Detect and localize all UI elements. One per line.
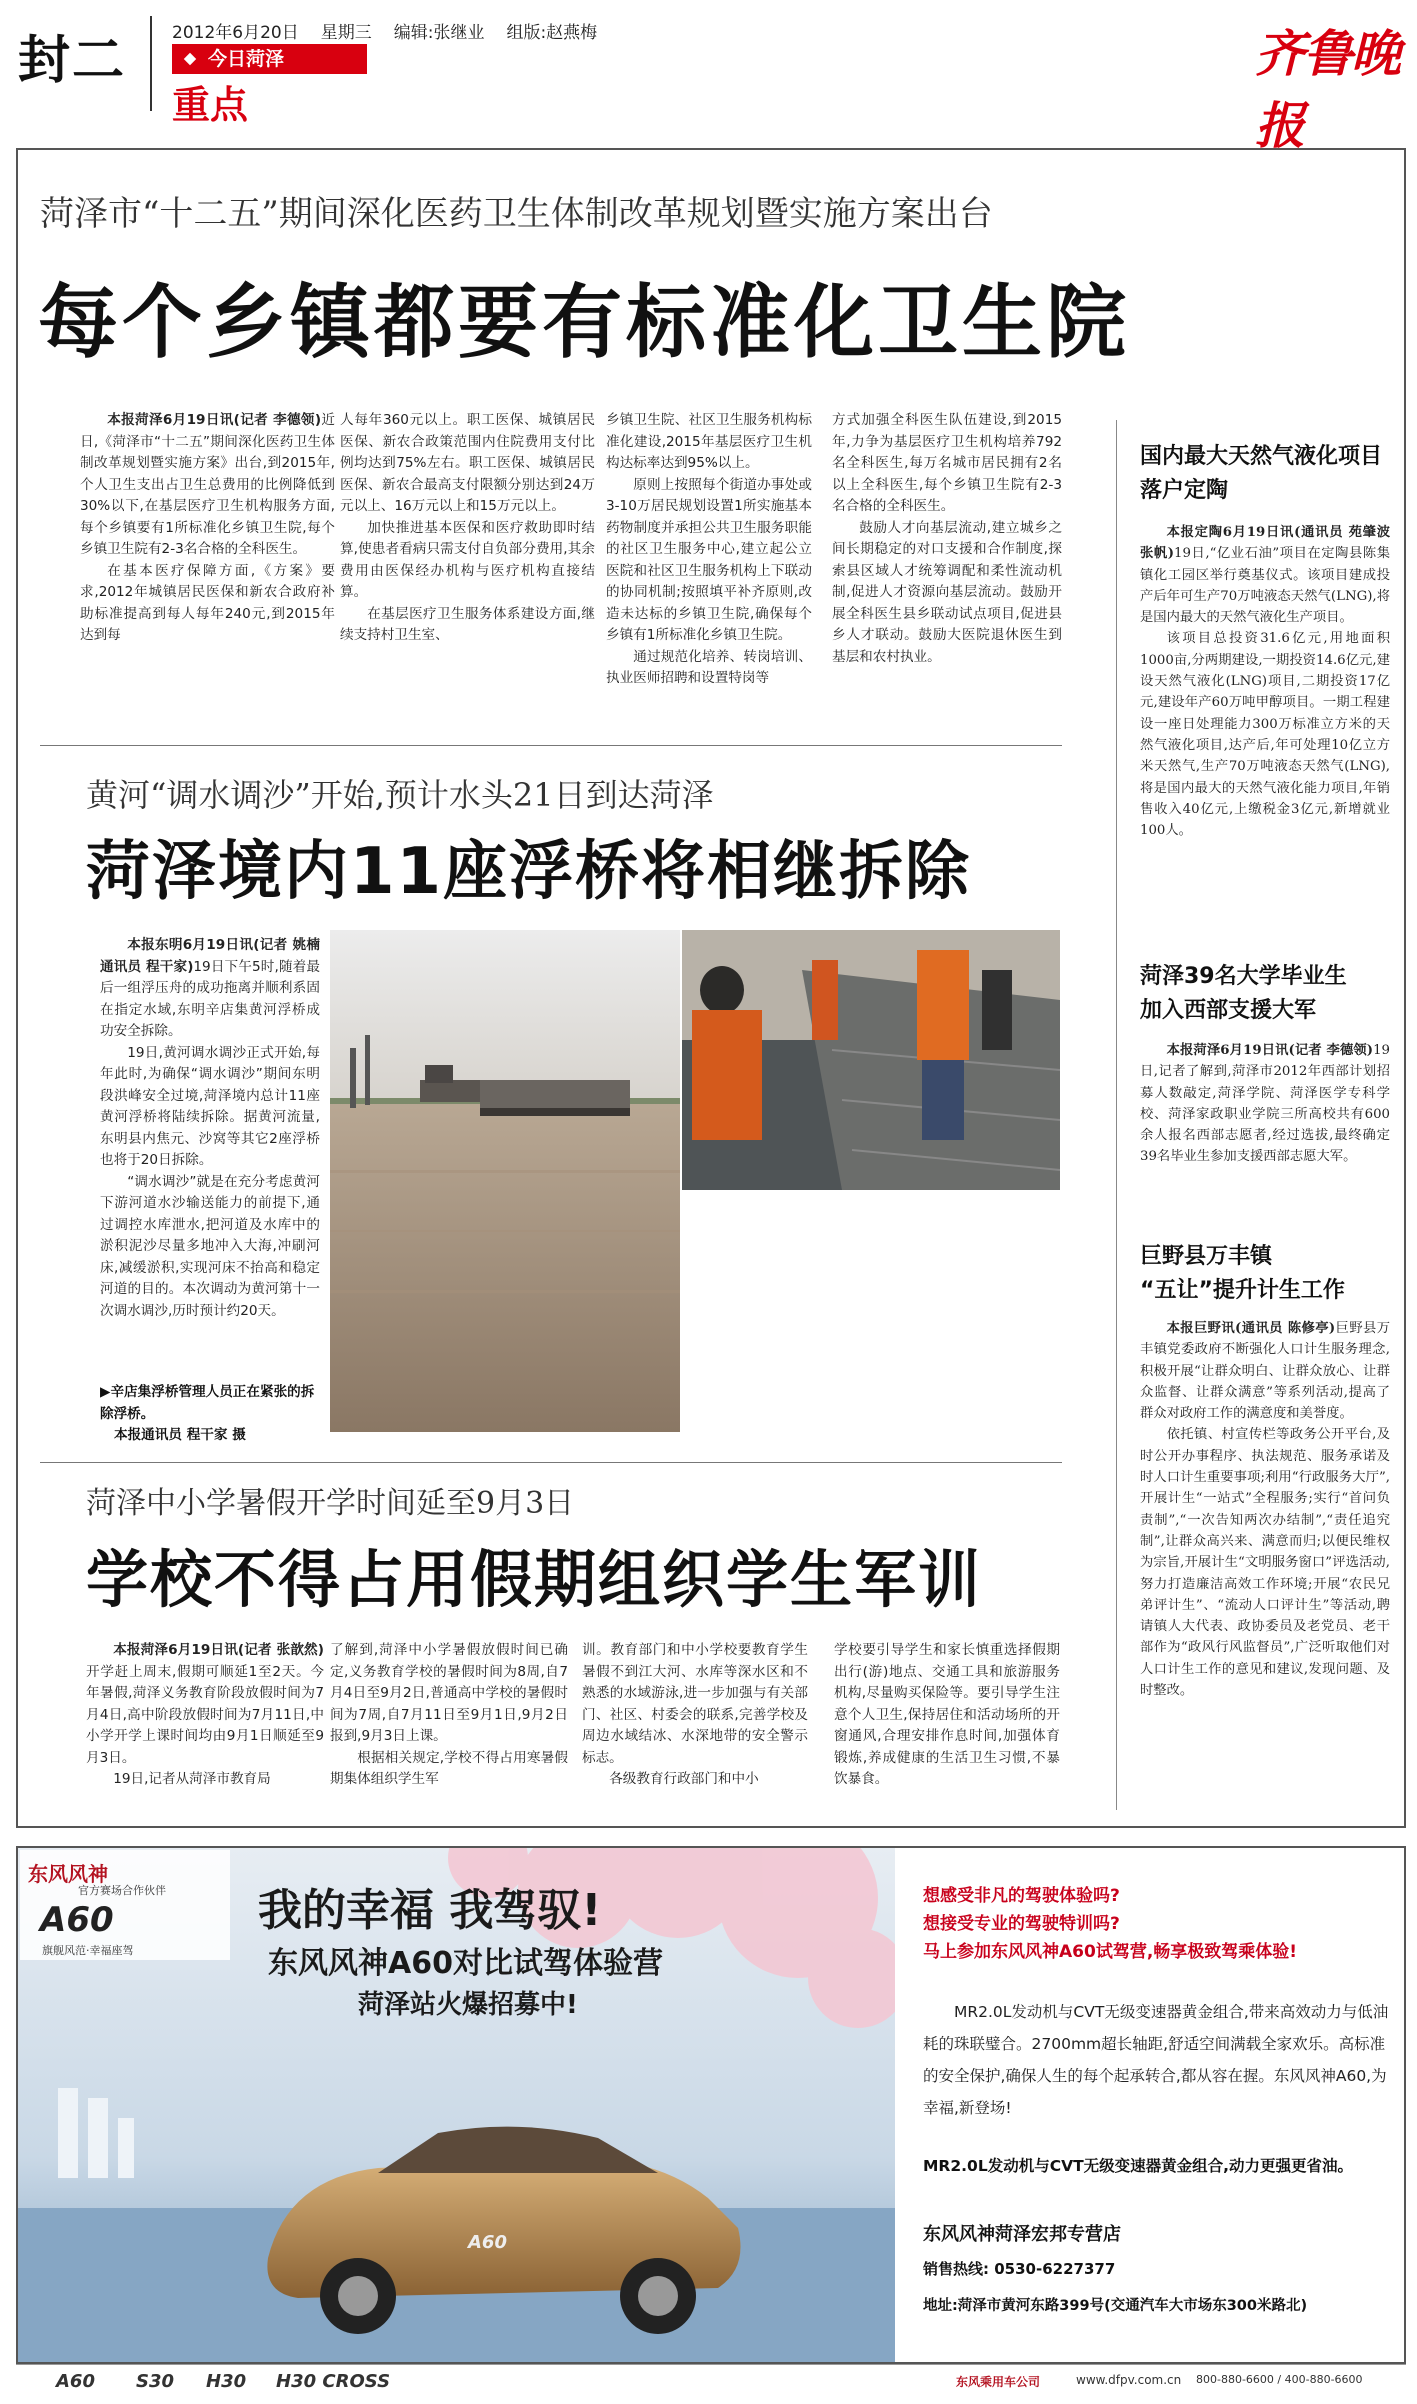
title-line: 加入西部支援大军: [1140, 998, 1317, 1023]
sidebar-story-1-text: [1140, 522, 1390, 942]
river-ferry-photo: [330, 930, 680, 1432]
article3-byline: 本报菏泽6月19日讯(记者 张歆然): [113, 1642, 324, 1658]
article1-text: 在基层医疗卫生服务体系建设方面,继续支持村卫生室、: [340, 605, 595, 643]
header-divider: [150, 16, 152, 111]
photo-caption-text: ▶辛店集浮桥管理人员正在紧张的拆除浮桥。: [100, 1384, 315, 1422]
title-line: 国内最大天然气液化项目: [1140, 444, 1383, 469]
photo-caption: [100, 1382, 324, 1447]
article1-text: 通过规范化培养、转岗培训、执业医师招聘和设置特岗等: [606, 648, 812, 686]
section-focus: 重点: [172, 83, 249, 127]
article3-text: 根据相关规定,学校不得占用寒暑假期集体组织学生军: [330, 1749, 568, 1787]
title-line: 巨野县万丰镇: [1140, 1244, 1273, 1269]
footer-model: H30 CROSS: [276, 2371, 391, 2392]
ad-question: 马上参加东风风神A60试驾营,畅享极致驾乘体验!: [923, 1942, 1298, 1962]
article1-kicker: 菏泽市“十二五”期间深化医药卫生体制改革规划暨实施方案出台: [40, 194, 993, 234]
footer-company: 东风乘用车公司: [956, 2375, 1041, 2389]
sidebar-text: 19日,“亿业石油”项目在定陶县陈集镇化工园区举行奠基仪式。该项目建成投产后年可生产70万吨液态天然气(LNG),将是国内最大的天然气液化生产项目。: [1140, 546, 1390, 626]
header-meta: [172, 18, 619, 43]
ad-image: [18, 1848, 895, 2362]
article3-text: 各级教育行政部门和中小: [609, 1771, 759, 1787]
article1-text: 近日,《菏泽市“十二五”期间深化医药卫生体制改革规划暨实施方案》出台,到2015年,个人卫生支出占卫生总费用的比例降低到30%以下,在基层医疗卫生机构服务方面,每个乡镇要有1所标准化乡镇卫生院,每个乡镇卫生院有2-3名合格的全科医生。: [80, 412, 335, 557]
article1-headline: 每个乡镇都要有标准化卫生院: [38, 276, 1130, 369]
article1-text: 在基本医疗保障方面,《方案》要求,2012年城镇居民医保和新农合政府补助标准提高到每人每年240元,到2015年达到每: [80, 562, 335, 643]
article3-column-3: [582, 1640, 808, 1810]
photo-credit: 本报通讯员 程干家 摄: [114, 1427, 246, 1443]
sidebar-byline: 本报定陶6月19日讯(通讯员 苑肇波 张帆): [1140, 525, 1390, 562]
ad-footer: [16, 2364, 1406, 2397]
footer-phones: 800-880-6600 / 400-880-6600: [1196, 2373, 1363, 2386]
article2-kicker: 黄河“调水调沙”开始,预计水头21日到达菏泽: [86, 776, 714, 814]
article3-kicker: 菏泽中小学暑假开学时间延至9月3日: [86, 1486, 575, 1521]
ad-address: 地址:菏泽市黄河东路399号(交通汽车大市场东300米路北): [923, 2298, 1308, 2314]
article1-text: 乡镇卫生院、社区卫生服务机构标准化建设,2015年基层医疗卫生机构达标率达到95%以上。: [606, 412, 812, 471]
article3-text: 学校要引导学生和家长慎重选择假期出行(游)地点、交通工具和旅游服务机构,尽量购买保险等。要引导学生注意个人卫生,保持居住和活动场所的开窗通风,合理安排作息时间,加强体育锻炼,养成健康的生活卫生习惯,不暴饮暴食。: [834, 1642, 1060, 1787]
article3-column-1: [86, 1640, 324, 1810]
article3-text: 19日,记者从菏泽市教育局: [113, 1771, 271, 1787]
sidebar-byline: 本报菏泽6月19日讯(记者 李德领): [1166, 1043, 1374, 1058]
ad-brand-subtitle: 官方赛场合作伙伴: [78, 1884, 166, 1897]
footer-model: H30: [206, 2371, 247, 2392]
footer-model: A60: [56, 2371, 95, 2392]
sidebar-text: 该项目总投资31.6亿元,用地面积1000亩,分两期建设,一期投资14.6亿元,建设天然气液化(LNG)项目,二期投资17亿元,建设年产60万吨甲醇项目。一期工程建设一座日处理能力300万标准立方米的天然气液化项目,达产后,年可处理10亿立方米天然气,生产70万吨液态天然气(LNG),将是国内最大的天然气液化能力项目,年销售收入40亿元,上缴税金3亿元,新增就业100人。: [1140, 631, 1390, 839]
article1-text: 方式加强全科医生队伍建设,到2015年,力争为基层医疗卫生机构培养792名全科医生,每万名城市居民拥有2名以上全科医生,每个乡镇卫生院有2-3名合格的全科医生。: [832, 412, 1062, 514]
section-divider: [40, 1462, 1062, 1463]
article3-text: 开学赶上周末,假期可顺延1至2天。今年暑假,菏泽义务教育阶段放假时间为7月4日,高中阶段放假时间为7月11日,中小学开学上课时间均由9月1日顺延至9月3日。: [86, 1663, 324, 1766]
article2-text: 19日,黄河调水调沙正式开始,每年此时,为确保“调水调沙”期间东明段洪峰安全过境,菏泽境内总计11座黄河浮桥将陆续拆除。据黄河流量,东明县内焦元、沙窝等其它2座浮桥也将于20日拆除。: [100, 1044, 320, 1168]
sidebar-story-1: [1140, 440, 1390, 942]
sidebar-byline: 本报巨野讯(通讯员 陈修亭): [1166, 1321, 1336, 1336]
section-divider: [40, 745, 1062, 746]
title-line: “五让”提升计生工作: [1140, 1278, 1345, 1303]
issue-weekday: 星期三: [320, 23, 372, 43]
sidebar-story-3: [1140, 1240, 1390, 1818]
article2-headline: 菏泽境内11座浮桥将相继拆除: [86, 835, 972, 909]
car-badge: A60: [468, 2232, 507, 2253]
sidebar-text: 依托镇、村宣传栏等政务公开平台,及时公开办事程序、执法规范、服务承诺及时人口计生重要事项;利用“行政服务大厅”,开展计生“一站式”全程服务;实行“首问负责制”,“一次告知两次办结制”,“责任追究制”,让群众高兴来、满意而归;以便民维权为宗旨,开展计生“文明服务窗口”评选活动,努力打造廉洁高效工作环境;开展“农民兄弟评计生”、“流动人口评计生”等活动,聘请镇人大代表、政协委员及老党员、老干部作为“政风行风监督员”,广泛听取他们对人口计生工作的意见和建议,发现问题、及时整改。: [1140, 1427, 1390, 1699]
footer-model: S30: [136, 2371, 175, 2392]
article1-text: 加快推进基本医保和医疗救助即时结算,使患者看病只需支付自负部分费用,其余费用由医保经办机构与医疗机构直接结算。: [340, 519, 595, 600]
editor-credit: 编辑:张继业: [393, 23, 485, 43]
ad-headline-2: 东风风神A60对比试驾体验营: [268, 1946, 663, 1981]
ad-hotline: 销售热线: 0530-6227377: [923, 2260, 1116, 2278]
ad-headline-3: 菏泽站火爆招募中!: [358, 1990, 578, 2020]
sidebar-divider: [1116, 420, 1117, 1810]
title-line: 落户定陶: [1140, 478, 1229, 503]
ad-questions: [923, 1882, 1393, 1966]
sidebar-story-2: [1140, 960, 1390, 1240]
article1-column-4: [832, 410, 1062, 740]
article2-byline: 本报东明6月19日讯(记者 姚楠 通讯员 程干家): [100, 937, 320, 975]
ad-brand-logo: 东风风神: [28, 1862, 108, 1886]
article1-column-2: [340, 410, 595, 740]
ad-bold-line: MR2.0L发动机与CVT无级变速器黄金组合,动力更强更省油。: [923, 2157, 1354, 2175]
sidebar-text: 巨野县万丰镇党委政府不断强化人口计生服务理念,积极开展“让群众明白、让群众放心、让群众监督、让群众满意”等系列活动,提高了群众对政府工作的满意度和美誉度。: [1140, 1321, 1390, 1422]
article3-headline: 学校不得占用假期组织学生军训: [86, 1543, 983, 1616]
article1-byline: 本报菏泽6月19日讯(记者 李德领): [107, 412, 322, 428]
article2-text: “调水调沙”就是在充分考虑黄河下游河道水沙输送能力的前提下,通过调控水库泄水,把河道及水库中的淤积泥沙尽量多地冲入大海,冲刷河床,减缓淤积,实现河床不抬高和稳定河道的目的。本次调动为黄河第十一次调水调沙,历时预计约20天。: [100, 1173, 320, 1319]
title-line: 菏泽39名大学毕业生: [1140, 964, 1347, 989]
sidebar-story-1-title: [1140, 440, 1390, 508]
ad-question: 想感受非凡的驾驶体验吗?: [923, 1886, 1120, 1906]
layout-credit: 组版:赵燕梅: [506, 23, 598, 43]
article1-text: 鼓励人才向基层流动,建立城乡之间长期稳定的对口支援和合作制度,探索县区域人才统筹调配和柔性流动机制,促进人才资源向基层流动。鼓励开展全科医生县乡联动试点项目,促进县乡人才联动。鼓励大医院退休医生到基层和农村执业。: [832, 519, 1062, 665]
footer-web: www.dfpv.com.cn: [1076, 2373, 1182, 2387]
ad-body-text: MR2.0L发动机与CVT无级变速器黄金组合,带来高效动力与低油耗的珠联璧合。2700mm超长轴距,舒适空间满载全家欢乐。高标准的安全保护,确保人生的每个起承转合,都从容在握。东风风神A60,为幸福,新登场!: [923, 2003, 1389, 2117]
sidebar-story-3-title: [1140, 1240, 1390, 1308]
ad-copy: [895, 1848, 1404, 2362]
masthead-logo: 齐鲁晚报: [1255, 24, 1399, 155]
ad-model-logo: A60: [40, 1900, 114, 1940]
article1-text: 原则上按照每个街道办事处或3-10万居民规划设置1所实施基本药物制度并承担公共卫生服务职能的社区卫生服务中心,建立起公立医院和社区卫生服务机构上下联动的协同机制;按照填平补齐原则,改造未达标的乡镇卫生院,确保每个乡镇有1所标准化乡镇卫生院。: [606, 476, 812, 643]
article3-text: 了解到,菏泽中小学暑假放假时间已确定,义务教育学校的暑假时间为8周,自7月4日至9月2日,普通高中学校的暑假时间为7周,自7月11日至9月1日,9月2日报到,9月3日上课。: [330, 1642, 568, 1744]
article3-text: 训。教育部门和中小学校要教育学生暑假不到江大河、水库等深水区和不熟悉的水域游泳,进一步加强与有关部门、社区、村委会的联系,完善学校及周边水域结冰、水深地带的安全警示标志。: [582, 1642, 808, 1766]
sidebar-story-2-text: [1140, 1040, 1390, 1240]
article1-column-1: [80, 410, 335, 740]
sidebar-text: 19日,记者了解到,菏泽市2012年西部计划招募人数敲定,菏泽学院、菏泽医学专科学校、菏泽家政职业学院三所高校共有600余人报名西部志愿者,经过选拔,最终确定39名毕业生参加支援西部志愿大军。: [1140, 1043, 1390, 1165]
article1-column-3: [606, 410, 812, 740]
section-tab: 今日菏泽: [172, 44, 367, 74]
article1-text: 人每年360元以上。职工医保、城镇居民医保、新农合政策范围内住院费用支付比例均达到75%左右。职工医保、城镇居民医保、新农合最高支付限额分别达到24万元以上、16万元以上和15万元以上。: [340, 412, 595, 514]
issue-date: 2012年6月20日: [172, 23, 299, 43]
section-code: 封二: [18, 31, 127, 91]
sidebar-story-2-title: [1140, 960, 1390, 1028]
article3-column-2: [330, 1640, 568, 1810]
workers-photo: [682, 930, 1060, 1190]
ad-question: 想接受专业的驾驶特训吗?: [923, 1914, 1120, 1934]
article2-text: 19日下午5时,随着最后一组浮压舟的成功拖离并顺利系固在指定水域,东明辛店集黄河浮桥成功安全拆除。: [100, 958, 320, 1039]
ad-model-slogan: 旗舰风范·幸福座驾: [42, 1944, 134, 1957]
ad-dealer: 东风风神菏泽宏邦专营店: [923, 2224, 1121, 2245]
car-advertisement: [16, 1846, 1406, 2364]
article2-column: [100, 935, 320, 1380]
ad-headline-1: 我的幸福 我驾驭!: [258, 1885, 602, 1936]
article3-column-4: [834, 1640, 1060, 1810]
sidebar-story-3-text: [1140, 1318, 1390, 1818]
